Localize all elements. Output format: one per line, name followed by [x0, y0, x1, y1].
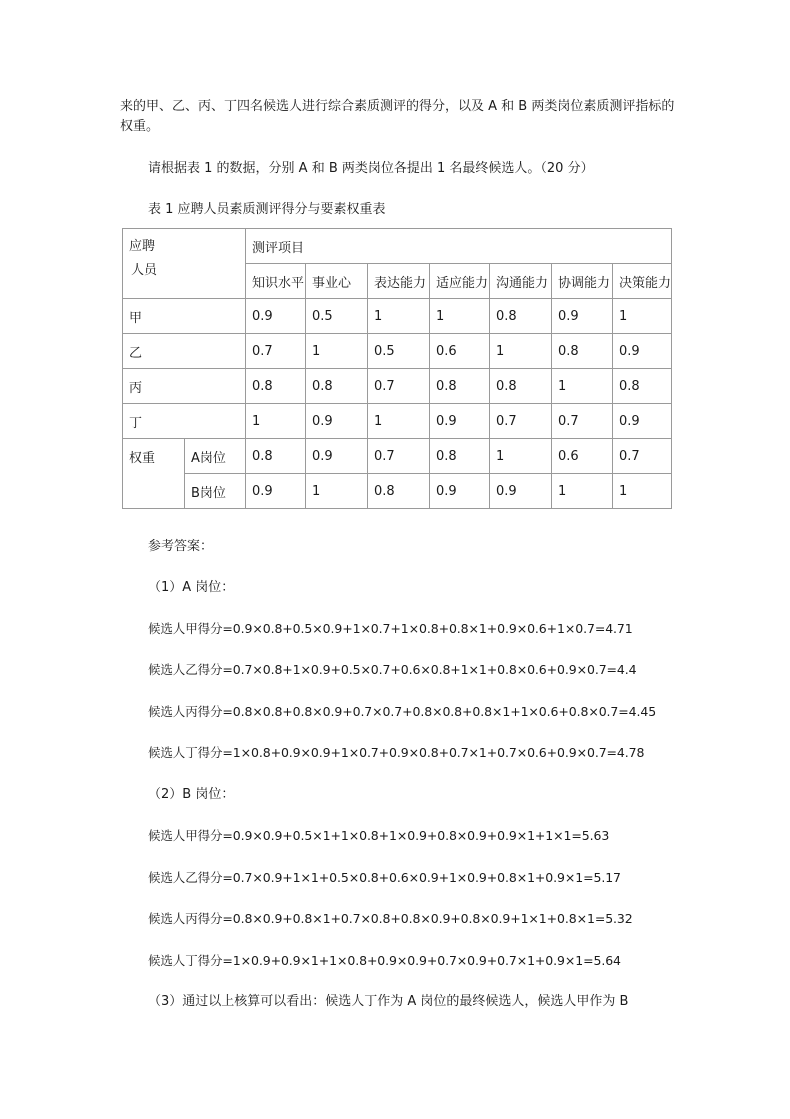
score-cell: 1 — [490, 334, 552, 369]
weight-cell: 0.8 — [246, 439, 306, 474]
section-a-heading: （1）A 岗位： — [148, 580, 235, 595]
intro-paragraph: 来的甲、乙、丙、丁四名候选人进行综合素质测评的得分，以及 A 和 B 两类岗位素质测评指标的权重。 — [120, 99, 675, 134]
score-cell: 0.5 — [368, 334, 430, 369]
table-row — [123, 369, 672, 404]
weight-row-a — [123, 439, 672, 474]
score-cell: 0.9 — [430, 404, 490, 439]
table-row — [123, 299, 672, 334]
corner-line-1: 应聘 — [129, 239, 156, 254]
weight-cell: 1 — [613, 474, 672, 509]
calc-line-a-bing: 候选人丙得分=0.8×0.8+0.8×0.9+0.7×0.7+0.8×0.8+0.8×1+1×0.6+0.8×0.7=4.45 — [148, 704, 657, 719]
score-cell: 0.9 — [246, 299, 306, 334]
weight-cell: 1 — [552, 474, 613, 509]
weight-cell: 0.9 — [430, 474, 490, 509]
post-label: A岗位 — [185, 439, 246, 474]
score-cell: 1 — [306, 334, 368, 369]
score-cell: 0.8 — [246, 369, 306, 404]
column-header: 表达能力 — [368, 264, 430, 299]
section-b-heading: （2）B 岗位： — [148, 787, 235, 802]
weight-cell: 1 — [490, 439, 552, 474]
weight-label: 权重 — [123, 439, 185, 509]
calc-line-b-ding: 候选人丁得分=1×0.9+0.9×1+1×0.8+0.9×0.9+0.7×0.9+0.7×1+0.9×1=5.64 — [148, 953, 621, 968]
score-cell: 0.9 — [613, 334, 672, 369]
table-row — [123, 334, 672, 369]
weight-cell: 0.9 — [490, 474, 552, 509]
score-cell: 1 — [552, 369, 613, 404]
group-header: 测评项目 — [246, 229, 672, 264]
weight-cell: 0.8 — [368, 474, 430, 509]
weight-cell: 1 — [306, 474, 368, 509]
score-cell: 0.7 — [246, 334, 306, 369]
calc-line-a-yi: 候选人乙得分=0.7×0.8+1×0.9+0.5×0.7+0.6×0.8+1×1+0.8×0.6+0.9×0.7=4.4 — [148, 662, 637, 677]
score-cell: 0.7 — [368, 369, 430, 404]
score-cell: 0.5 — [306, 299, 368, 334]
column-header: 事业心 — [306, 264, 368, 299]
column-header: 适应能力 — [430, 264, 490, 299]
score-cell: 0.8 — [430, 369, 490, 404]
score-weight-table — [122, 228, 672, 509]
column-header: 知识水平 — [246, 264, 306, 299]
weight-cell: 0.7 — [613, 439, 672, 474]
score-cell: 0.8 — [490, 369, 552, 404]
score-cell: 0.9 — [613, 404, 672, 439]
calc-line-a-ding: 候选人丁得分=1×0.8+0.9×0.9+1×0.7+0.9×0.8+0.7×1+0.7×0.6+0.9×0.7=4.78 — [148, 745, 645, 760]
candidate-name: 甲 — [123, 299, 246, 334]
score-cell: 0.7 — [490, 404, 552, 439]
answer-title: 参考答案： — [148, 539, 214, 554]
weight-cell: 0.7 — [368, 439, 430, 474]
conclusion-paragraph: （3）通过以上核算可以看出：候选人丁作为 A 岗位的最终候选人，候选人甲作为 B — [148, 994, 629, 1009]
score-cell: 0.8 — [490, 299, 552, 334]
score-cell: 1 — [430, 299, 490, 334]
candidate-name: 丙 — [123, 369, 246, 404]
table-corner-header — [123, 229, 246, 299]
score-cell: 0.6 — [430, 334, 490, 369]
table-row — [123, 404, 672, 439]
score-cell: 0.9 — [552, 299, 613, 334]
column-header: 沟通能力 — [490, 264, 552, 299]
score-cell: 0.9 — [306, 404, 368, 439]
weight-row-b — [123, 474, 672, 509]
score-cell: 1 — [368, 299, 430, 334]
weight-cell: 0.8 — [430, 439, 490, 474]
instruction-paragraph: 请根据表 1 的数据，分别 A 和 B 两类岗位各提出 1 名最终候选人。（20 分） — [148, 161, 594, 176]
corner-line-2: 人员 — [131, 263, 158, 278]
column-header: 决策能力 — [613, 264, 672, 299]
score-cell: 1 — [246, 404, 306, 439]
calc-line-a-jia: 候选人甲得分=0.9×0.8+0.5×0.9+1×0.7+1×0.8+0.8×1+0.9×0.6+1×0.7=4.71 — [148, 621, 633, 636]
score-cell: 0.7 — [552, 404, 613, 439]
table-caption: 表 1 应聘人员素质测评得分与要素权重表 — [148, 202, 386, 217]
column-header: 协调能力 — [552, 264, 613, 299]
post-label: B岗位 — [185, 474, 246, 509]
candidate-name: 丁 — [123, 404, 246, 439]
weight-cell: 0.9 — [246, 474, 306, 509]
calc-line-b-yi: 候选人乙得分=0.7×0.9+1×1+0.5×0.8+0.6×0.9+1×0.9+0.8×1+0.9×1=5.17 — [148, 870, 621, 885]
calc-line-b-bing: 候选人丙得分=0.8×0.9+0.8×1+0.7×0.8+0.8×0.9+0.8×0.9+1×1+0.8×1=5.32 — [148, 911, 633, 926]
score-cell: 1 — [368, 404, 430, 439]
weight-cell: 0.6 — [552, 439, 613, 474]
weight-cell: 0.9 — [306, 439, 368, 474]
candidate-name: 乙 — [123, 334, 246, 369]
calc-line-b-jia: 候选人甲得分=0.9×0.9+0.5×1+1×0.8+1×0.9+0.8×0.9+0.9×1+1×1=5.63 — [148, 828, 610, 843]
score-cell: 0.8 — [306, 369, 368, 404]
score-cell: 0.8 — [613, 369, 672, 404]
score-cell: 0.8 — [552, 334, 613, 369]
score-cell: 1 — [613, 299, 672, 334]
